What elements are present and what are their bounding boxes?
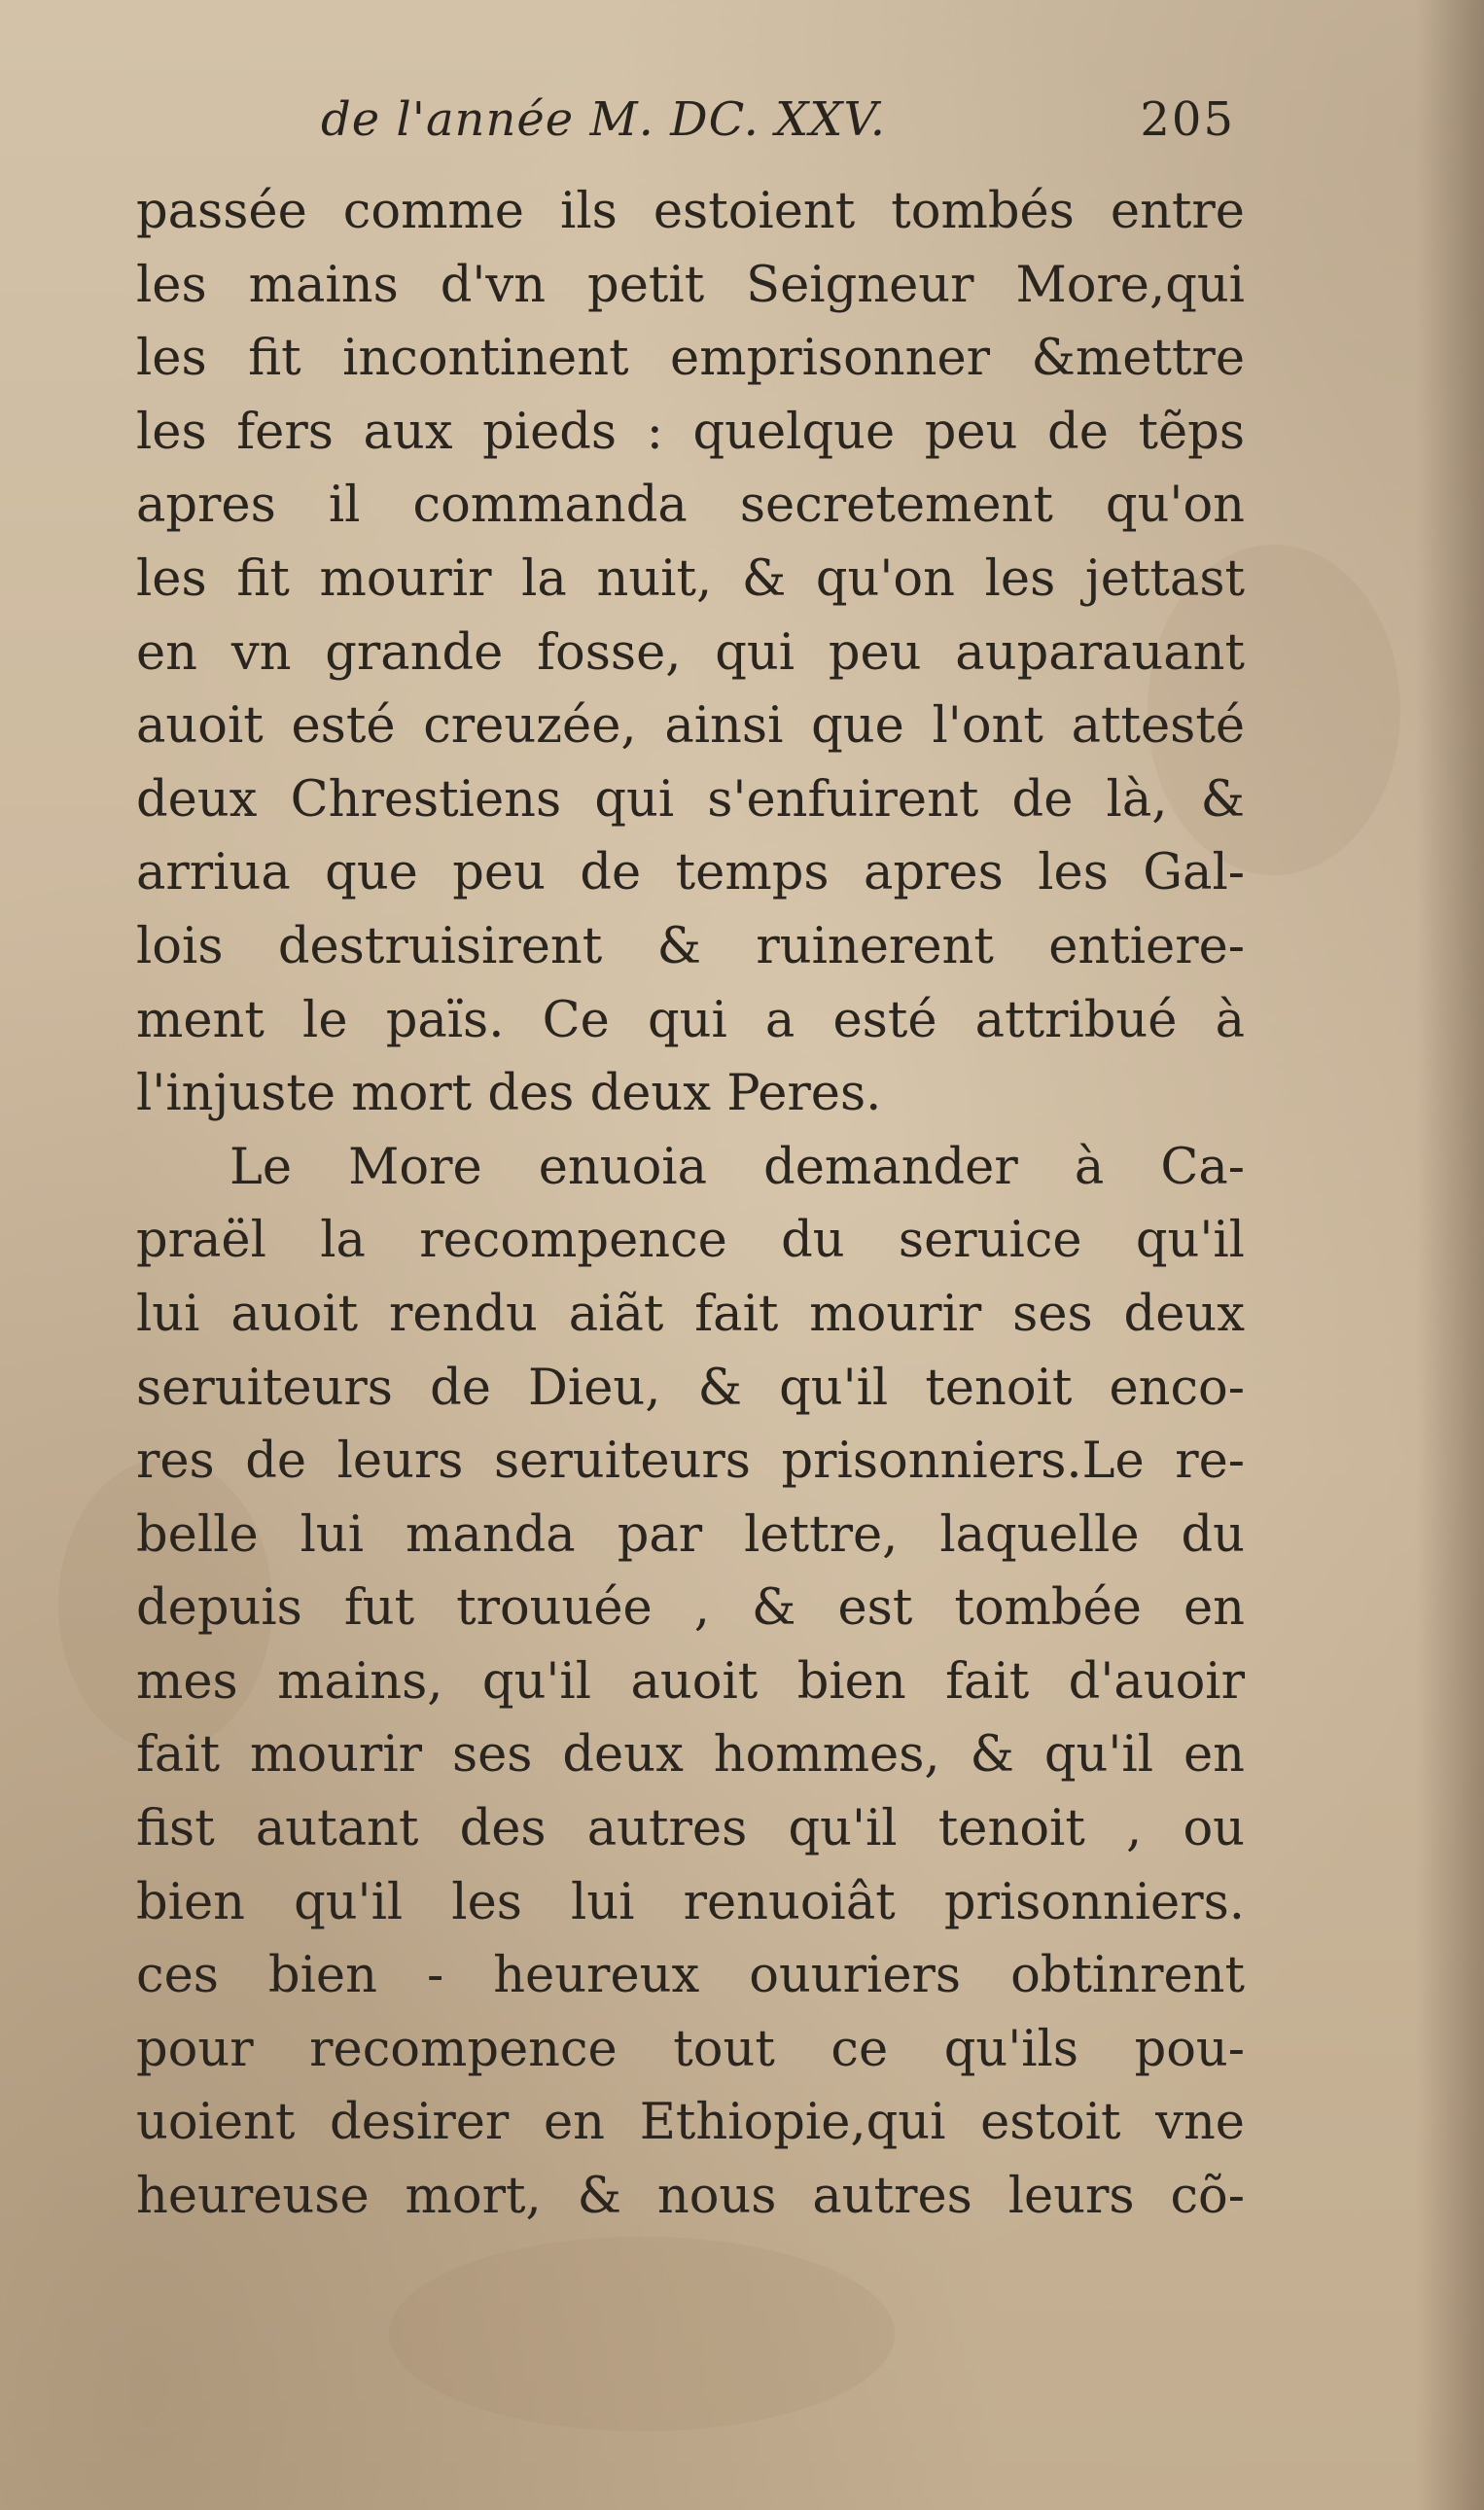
text-line: arriua que peu de temps apres les Gal- (136, 844, 1245, 902)
text-line: lois destruisirent & ruinerent entiere- (136, 917, 1245, 975)
text-line: fist autant des autres qu'il tenoit , ou (136, 1800, 1245, 1858)
text-line: en vn grande fosse, qui peu auparauant (136, 623, 1245, 682)
text-line: l'injuste mort des deux Peres. (136, 1065, 882, 1123)
text-line: uoient desirer en Ethiopie,qui estoit vne (136, 2094, 1245, 2152)
text-line: lui auoit rendu aiãt fait mourir ses deux (136, 1285, 1245, 1343)
text-line: pour recompence tout ce qu'ils pou- (136, 2020, 1245, 2078)
running-header (321, 92, 1235, 160)
running-title: de l'année M. DC. XXV. (321, 92, 887, 147)
body-text (136, 175, 1245, 2234)
text-line: auoit esté creuzée, ainsi que l'ont attesté (136, 697, 1245, 756)
text-line: passée comme ils estoient tombés entre (136, 183, 1245, 240)
text-line: mes mains, qu'il auoit bien fait d'auoir (136, 1652, 1245, 1711)
text-line: Le More enuoia demander à Ca- (230, 1138, 1245, 1196)
text-line: les fers aux pieds : quelque peu de tẽps (136, 403, 1245, 461)
text-line: res de leurs seruiteurs prisonniers.Le re- (136, 1432, 1245, 1491)
text-line: ces bien - heureux ouuriers obtinrent (136, 1947, 1245, 2005)
text-line: apres il commanda secretement qu'on (136, 477, 1245, 535)
text-line: les fit incontinent emprisonner &mettre (136, 330, 1245, 388)
page-number: 205 (1140, 92, 1235, 147)
text-line: seruiteurs de Dieu, & qu'il tenoit enco- (136, 1359, 1245, 1417)
gutter-shadow (1416, 0, 1484, 2510)
text-line: depuis fut trouuée , & est tombée en (136, 1579, 1245, 1638)
text-line: les mains d'vn petit Seigneur More,qui (136, 256, 1245, 314)
text-line: bien qu'il les lui renuoiât prisonniers. (136, 1873, 1245, 1931)
text-line: praël la recompence du seruice qu'il (136, 1212, 1245, 1270)
paper-stain (389, 2237, 895, 2431)
text-line: ment le païs. Ce qui a esté attribué à (136, 991, 1245, 1049)
text-line: heureuse mort, & nous autres leurs cõ- (136, 2168, 1245, 2226)
text-line: deux Chrestiens qui s'enfuirent de là, & (136, 770, 1245, 829)
text-line: belle lui manda par lettre, laquelle du (136, 1505, 1245, 1564)
text-line: fait mourir ses deux hommes, & qu'il en (136, 1726, 1245, 1785)
text-line: les fit mourir la nuit, & qu'on les jettast (136, 549, 1245, 608)
